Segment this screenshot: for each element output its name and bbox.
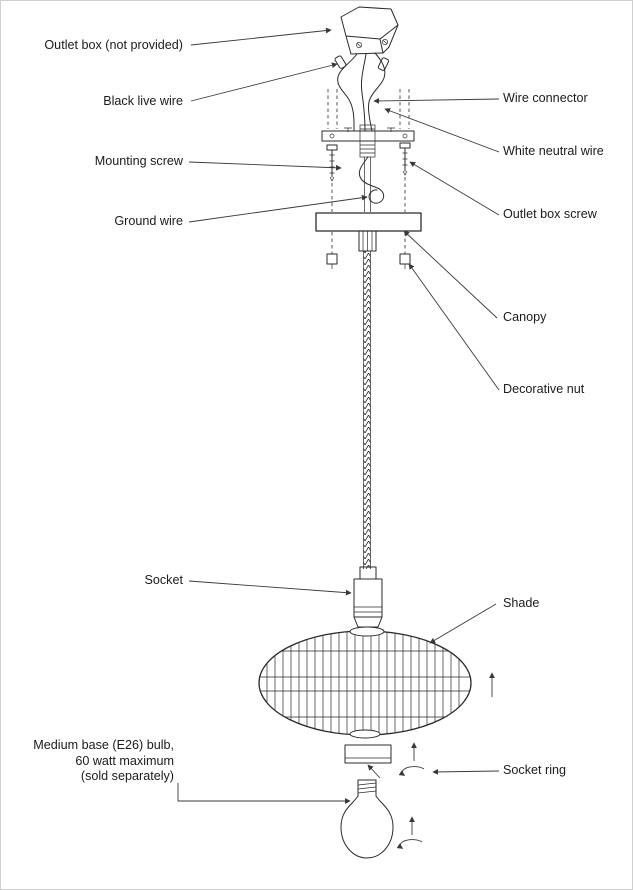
cord-drawing — [364, 251, 371, 569]
label-white-neutral-wire: White neutral wire — [503, 144, 604, 158]
outlet-box-screw-right-drawing — [400, 143, 410, 175]
leader-bulb — [178, 783, 350, 801]
label-bulb-line1: Medium base (E26) bulb, — [33, 738, 174, 752]
socket-ring-drawing — [345, 745, 391, 778]
label-outlet-box: Outlet box (not provided) — [44, 38, 183, 52]
leader-outlet-box — [191, 30, 331, 45]
canopy-drawing — [316, 213, 421, 231]
black-live-wire-drawing — [338, 54, 357, 131]
label-mounting-screw: Mounting screw — [94, 154, 183, 168]
label-bulb-line2: 60 watt maximum — [75, 753, 174, 768]
decorative-nut-left-drawing — [327, 254, 337, 269]
label-shade: Shade — [503, 596, 540, 610]
leader-black-live-wire — [191, 64, 337, 101]
shade-drawing — [257, 627, 473, 738]
label-bulb-line3: (sold separately) — [80, 769, 174, 784]
ground-wire-top-drawing — [361, 54, 366, 131]
mounting-bracket-drawing — [322, 125, 414, 157]
strain-relief-nut-drawing — [359, 231, 376, 251]
leader-ground-wire — [189, 197, 367, 222]
label-socket-ring: Socket ring — [503, 763, 566, 777]
label-outlet-box-screw: Outlet box screw — [503, 207, 597, 221]
wire-connector-left — [334, 55, 346, 69]
decorative-nut-right-drawing — [400, 254, 410, 269]
label-bulb — [33, 738, 174, 785]
white-neutral-wire-drawing — [369, 53, 385, 131]
leader-decorative-nut — [409, 264, 499, 390]
outlet-box-drawing — [341, 7, 398, 54]
leader-socket — [189, 581, 351, 593]
label-black-live-wire: Black live wire — [103, 94, 183, 108]
label-decorative-nut: Decorative nut — [503, 382, 585, 396]
label-ground-wire: Ground wire — [114, 214, 183, 228]
rotate-arrow-lower — [400, 817, 422, 849]
leader-mounting-screw — [189, 162, 341, 168]
leader-canopy — [404, 231, 497, 318]
bulb-drawing — [341, 780, 393, 858]
ground-wire-drawing — [359, 157, 383, 212]
leader-outlet-box-screw — [410, 162, 499, 215]
rotate-arrow-upper — [402, 743, 424, 776]
leader-wire-connector — [374, 99, 499, 101]
label-wire-connector: Wire connector — [503, 91, 588, 105]
socket-drawing — [354, 567, 382, 627]
leader-socket-ring — [433, 771, 499, 772]
label-socket: Socket — [144, 573, 183, 587]
label-canopy: Canopy — [503, 310, 547, 324]
leader-shade — [430, 604, 496, 643]
mounting-screw-left-drawing — [327, 145, 337, 181]
